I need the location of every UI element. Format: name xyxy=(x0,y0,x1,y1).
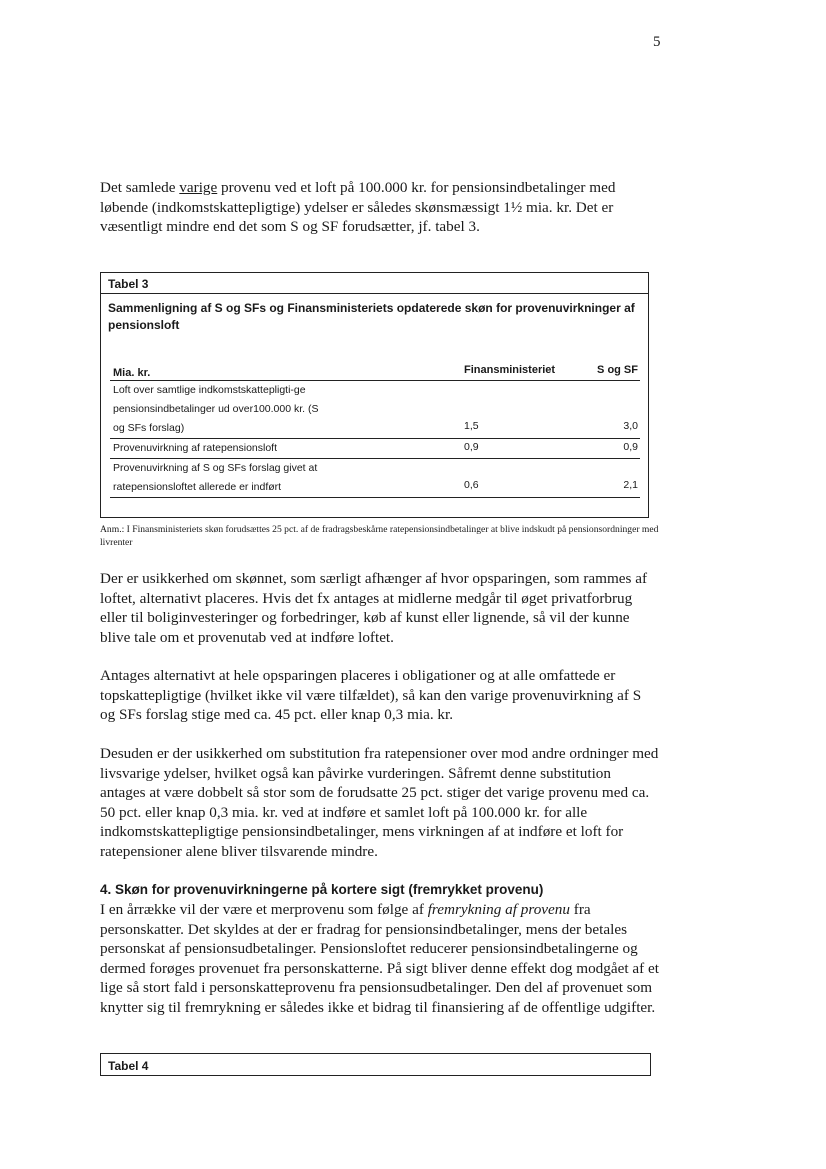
section-4-text-1: I en årrække vil der være et merprovenu som følge af xyxy=(100,901,428,918)
row-value-ssf: 2,1 xyxy=(623,479,638,491)
intro-text-2: provenu ved et loft på 100.000 kr. for pensionsindbetalinger med løbende (indkomstskattepligtige) ydelser er således skønsmæssigt 1½ mia. kr. Det er væsentligt mindre end det som S og SF forudsætter, jf. tabel 3. xyxy=(100,179,616,236)
paragraph-alternative: Antages alternativt at hele opsparingen placeres i obligationer og at alle omfattede er topskattepligtige (hvilket ikke vil være tilfældet), så kan den varige provenuvirkning af S og SFs forslag stige med ca. 45 pct. eller knap 0,3 mia. kr. xyxy=(100,667,642,724)
table-3 xyxy=(100,272,649,518)
table-row xyxy=(110,459,640,498)
row-label: Loft over samtlige indkomstskattepligti-ge pensionsindbetalinger ud over100.000 kr. (S og SFs forslag) xyxy=(113,384,319,434)
row-value-ssf: 0,9 xyxy=(623,441,638,453)
table-3-note: Anm.: I Finansministeriets skøn forudsættes 25 pct. af de fradragsbeskårne ratepensionsindbetalinger at blive indskudt på pensionsordninger med livrenter xyxy=(100,524,659,548)
table-3-grid xyxy=(110,362,640,498)
row-value-fm: 1,5 xyxy=(464,420,479,432)
row-value-fm: 0,6 xyxy=(464,479,479,491)
table-row xyxy=(110,381,640,439)
row-value-fm: 0,9 xyxy=(464,441,479,453)
intro-paragraph xyxy=(100,178,660,237)
table-header-row xyxy=(110,362,640,381)
page-number: 5 xyxy=(653,34,661,50)
row-label: Provenuvirkning af S og SFs forslag givet at ratepensionsloftet allerede er indført xyxy=(113,462,318,493)
section-4-text-2: fra personskatter. Det skyldes at der er fradrag for pensionsindbetalinger, mens der betales personskat af pensionsudbetalinger. Pensionsloftet reducerer pensionsindbetalingerne og dermed forøges provenuet fra personskatterne. På sigt bliver denne effekt dog modgået af et lige så stort fald i personskatteprovenu fra pensionsudbetalinger. Den del af provenuet som knytter sig til fremrykning er således ikke et bidrag til finansiering af de offentlige udgifter. xyxy=(100,901,659,1016)
section-4-heading: 4. Skøn for provenuvirkningerne på kortere sigt (fremrykket provenu) xyxy=(100,882,544,897)
header-s-og-sf: S og SF xyxy=(597,364,638,376)
table-4 xyxy=(100,1053,651,1076)
section-4-italic: fremrykning af provenu xyxy=(427,901,570,918)
paragraph-substitution: Desuden er der usikkerhed om substitution fra ratepensioner over mod andre ordninger med livsvarige ydelser, hvilket også kan påvirke vurderingen. Såfremt denne substitution antages at være dobbelt så stor som de forudsatte 25 pct. stiger det varige provenu med ca. 50 pct. eller knap 0,3 mia. kr. ved at indføre et samlet loft på 100.000 kr. for alle indkomstskattepligtige pensionsindbetalinger, mens virkningen af at indføre et loft for ratepensioner alene bliver tilsvarende mindre. xyxy=(100,745,659,860)
header-finansministeriet: Finansministeriet xyxy=(464,364,556,376)
section-4-paragraph xyxy=(100,900,660,1018)
intro-underlined-word: varige xyxy=(179,179,218,196)
header-unit: Mia. kr. xyxy=(113,367,151,379)
row-value-ssf: 3,0 xyxy=(623,420,638,432)
paragraph-uncertainty: Der er usikkerhed om skønnet, som særligt afhænger af hvor opsparingen, som rammes af loftet, alternativt placeres. Hvis det fx antages at midlerne medgår til øget privatforbrug eller til boliginvesteringer og forbedringer, køb af kunst eller lignende, så vil der kunne blive tale om et provenutab ved at indføre loftet. xyxy=(100,570,648,646)
table-3-title: Sammenligning af S og SFs og Finansministeriets opdaterede skøn for provenuvirkninger af pensionsloft xyxy=(108,301,635,332)
table-row xyxy=(110,439,640,459)
row-label: Provenuvirkning af ratepensionsloft xyxy=(113,442,278,454)
intro-text-1: Det samlede xyxy=(100,179,180,196)
table-3-label: Tabel 3 xyxy=(101,273,648,294)
table-4-label: Tabel 4 xyxy=(108,1059,149,1073)
